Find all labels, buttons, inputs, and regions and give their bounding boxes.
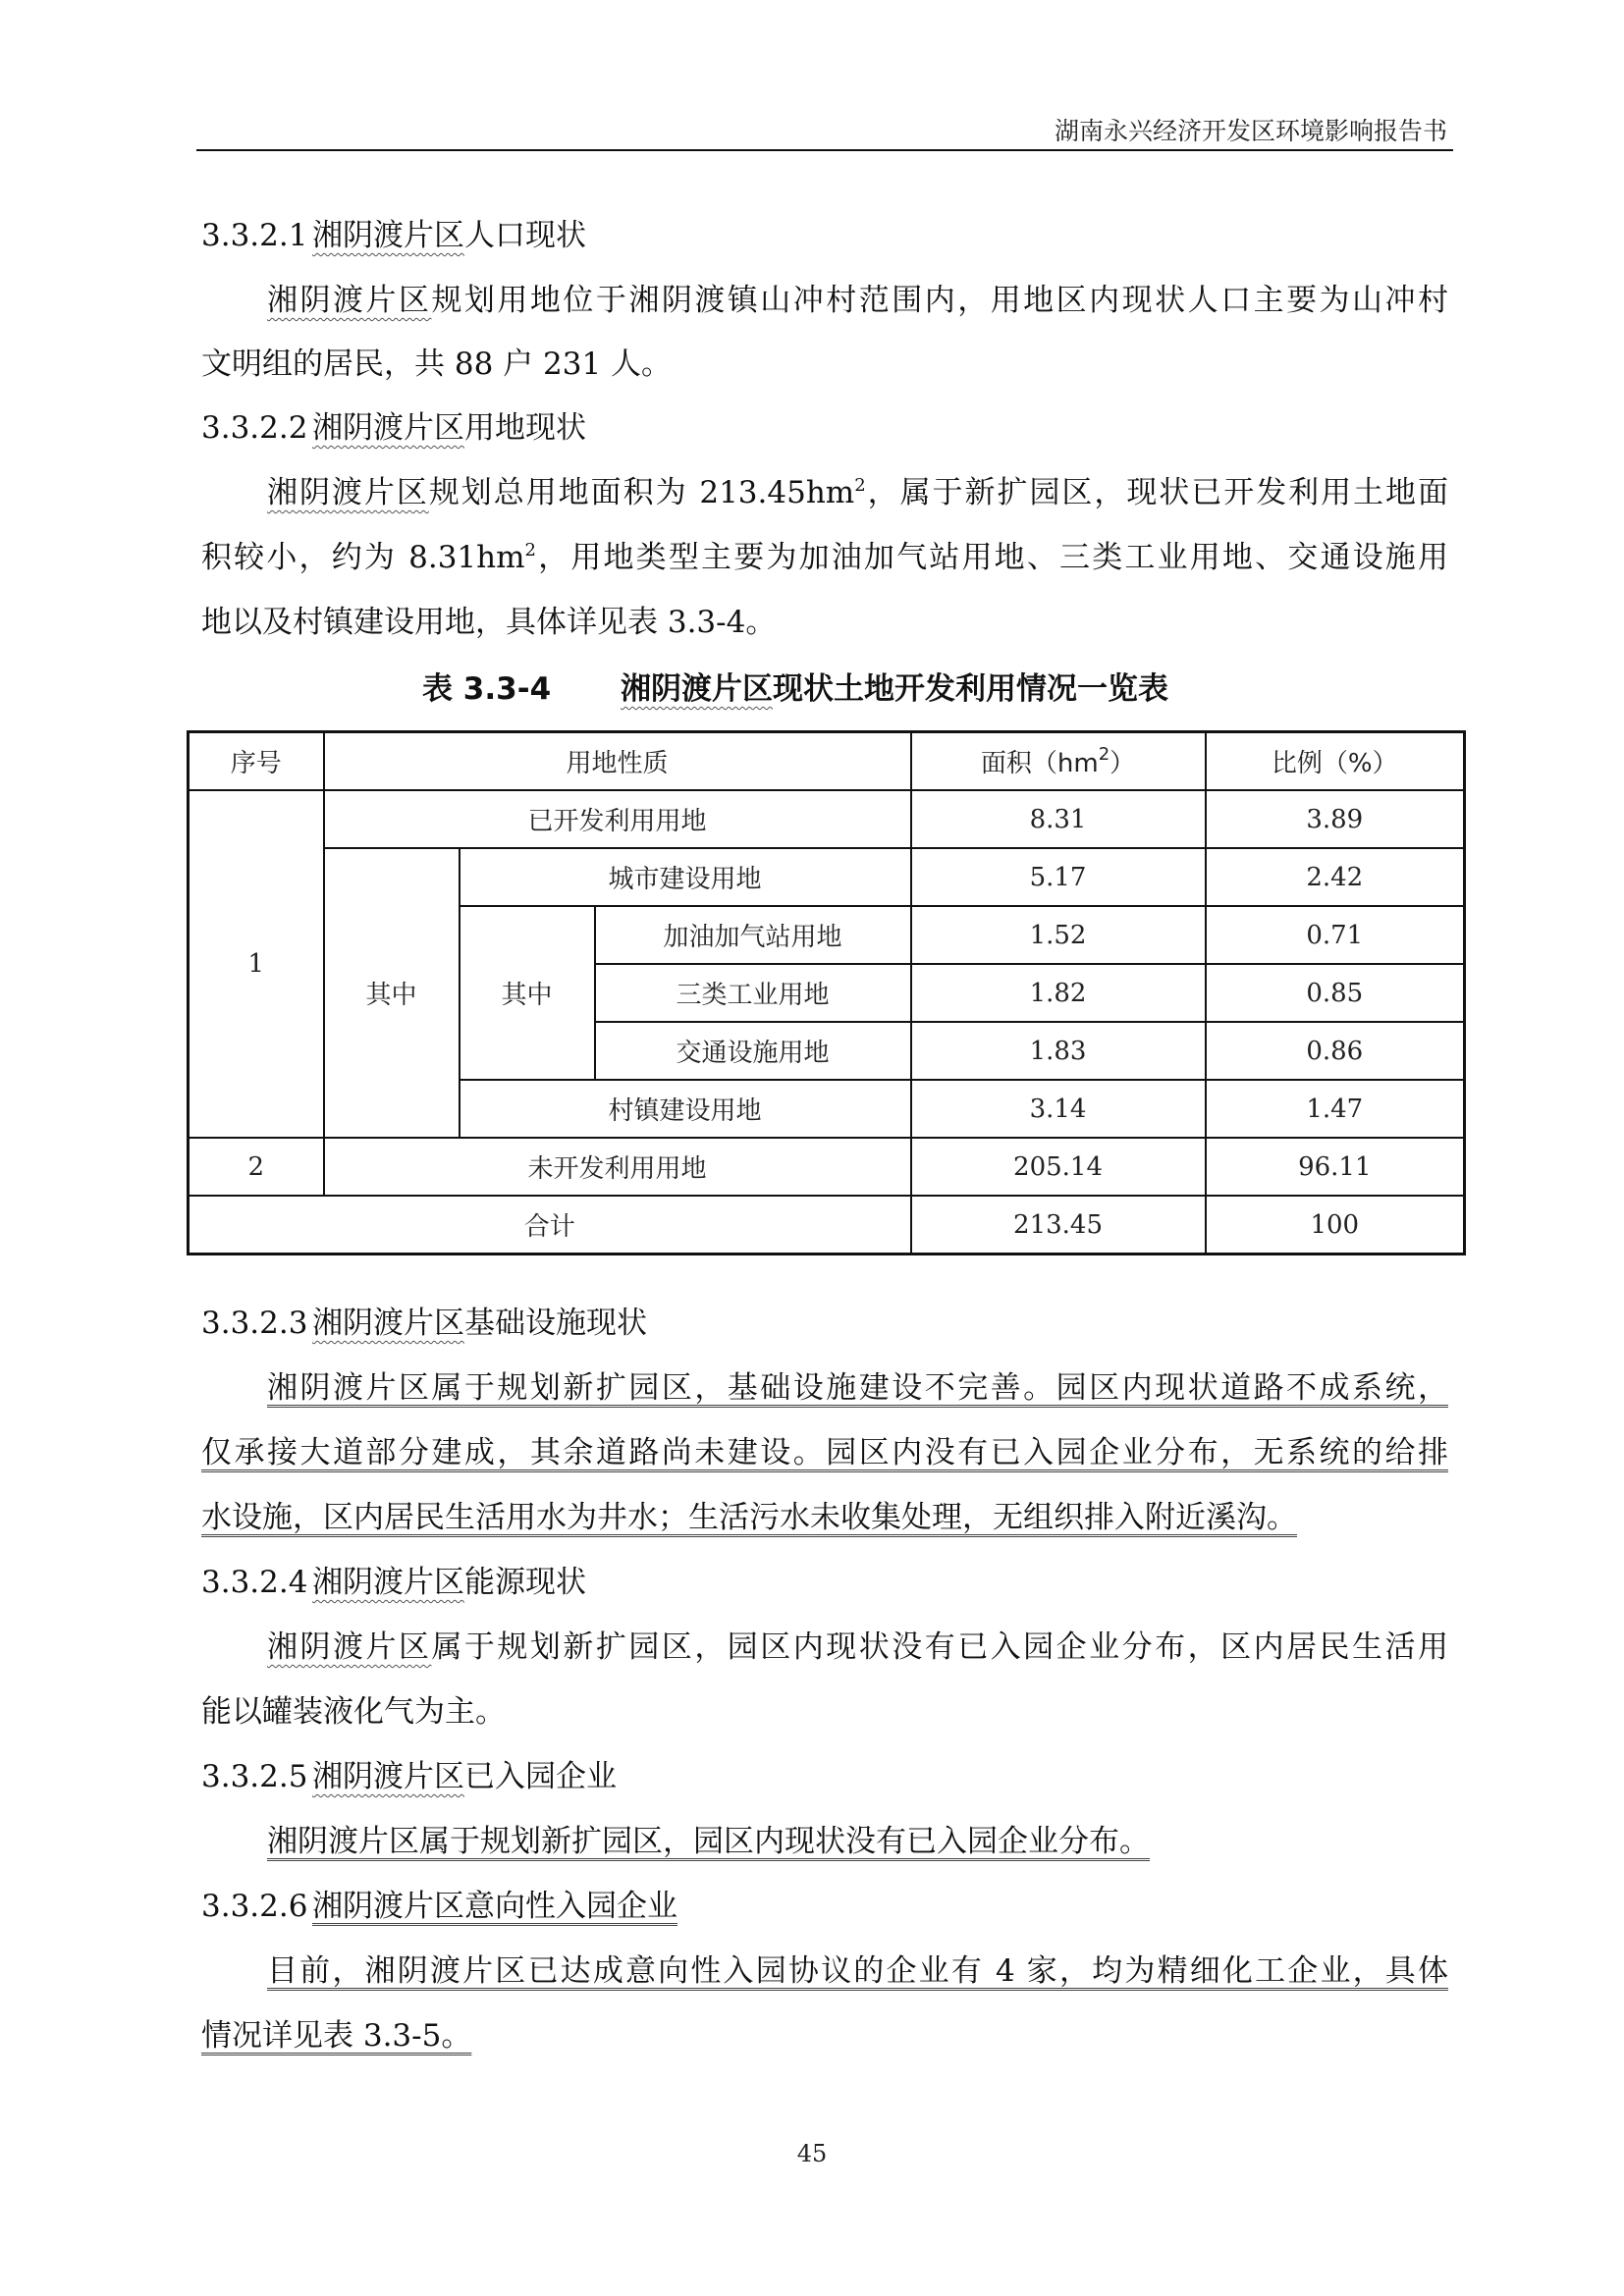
section-name: 湘阴渡片区	[312, 410, 464, 446]
ratio-value: 2.42	[1206, 848, 1465, 906]
header-seq: 序号	[189, 732, 324, 791]
paragraph-text: 水设施，区内居民生活用水为井水；生活污水未收集处理，无组织排入附近溪沟。	[201, 1500, 1297, 1535]
header-land-type: 用地性质	[324, 732, 911, 791]
paragraph-line	[201, 1496, 1448, 1539]
seq-cell: 1	[189, 790, 324, 1138]
area-value: 5.17	[911, 848, 1206, 906]
table-caption-text: 现状土地开发利用情况一览表	[773, 671, 1168, 707]
land-use-table	[187, 730, 1466, 1255]
table-header-row	[189, 732, 1465, 791]
paragraph-text: 规划总用地面积为 213.45hm	[428, 475, 855, 510]
section-title-rest: 能源现状	[464, 1565, 586, 1600]
section-title-rest: 基础设施现状	[464, 1306, 647, 1341]
paragraph-text: 属于规划新扩园区，园区内现状没有已入园企业分布，区内居民生活用	[431, 1629, 1449, 1665]
superscript: 2	[854, 475, 866, 496]
header-ratio: 比例（%）	[1206, 732, 1465, 791]
section-name: 湘阴渡片区	[312, 1565, 464, 1600]
total-label: 合计	[189, 1196, 911, 1255]
paragraph-line: 能以罐装液化气为主。	[201, 1694, 506, 1730]
table-row	[189, 1138, 1465, 1196]
section-heading-3-3-2-3	[201, 1302, 1448, 1345]
section-heading-3-3-2-1	[201, 214, 1448, 257]
land-label: 村镇建设用地	[460, 1080, 911, 1138]
section-number: 3.3.2.4	[201, 1565, 308, 1600]
paragraph-line	[267, 471, 1448, 514]
area-value: 1.82	[911, 964, 1206, 1022]
area-value: 1.83	[911, 1022, 1206, 1080]
ratio-value: 100	[1206, 1196, 1465, 1255]
area-value: 3.14	[911, 1080, 1206, 1138]
section-title-rest: 已入园企业	[464, 1759, 617, 1794]
area-value: 205.14	[911, 1138, 1206, 1196]
seq-cell: 2	[189, 1138, 324, 1196]
table-row	[189, 848, 1465, 906]
ratio-value: 96.11	[1206, 1138, 1465, 1196]
ratio-value: 3.89	[1206, 790, 1465, 848]
land-label: 三类工业用地	[595, 964, 911, 1022]
paragraph-line: 仅承接大道部分建成，其余道路尚未建设。园区内没有已入园企业分布，无系统的给排	[201, 1435, 1448, 1470]
paragraph-text: 规划用地位于湘阴渡镇山冲村范围内，用地区内现状人口主要为山冲村	[431, 283, 1449, 318]
paragraph-line: 文明组的居民，共 88 户 231 人。	[201, 347, 673, 382]
section-name: 湘阴渡片区	[312, 218, 464, 253]
district-name: 湘阴渡片区	[267, 1629, 432, 1665]
paragraph-line	[267, 1820, 1448, 1863]
area-value: 213.45	[911, 1196, 1206, 1255]
paragraph-line: 目前，湘阴渡片区已达成意向性入园协议的企业有 4 家，均为精细化工企业，具体	[267, 1953, 1448, 1989]
section-title: 湘阴渡片区意向性入园企业	[312, 1889, 677, 1924]
ratio-value: 0.86	[1206, 1022, 1465, 1080]
paragraph-text: 积较小，约为 8.31hm	[201, 540, 525, 575]
paragraph-line	[201, 2014, 1448, 2057]
table-caption-district: 湘阴渡片区	[621, 671, 773, 707]
table-caption	[422, 667, 1237, 711]
table-total-row	[189, 1196, 1465, 1255]
page-header	[196, 106, 1453, 151]
section-number: 3.3.2.1	[201, 218, 308, 253]
section-heading-3-3-2-4	[201, 1561, 1448, 1604]
section-name: 湘阴渡片区	[312, 1306, 464, 1341]
superscript: 2	[524, 540, 536, 561]
paragraph-line	[201, 536, 1448, 579]
page-number: 45	[796, 2140, 828, 2167]
paragraph-text: ，用地类型主要为加油加气站用地、三类工业用地、交通设施用	[535, 540, 1448, 575]
table-number: 表 3.3-4	[422, 671, 552, 707]
ratio-value: 0.85	[1206, 964, 1465, 1022]
land-label: 城市建设用地	[460, 848, 911, 906]
section-number: 3.3.2.5	[201, 1759, 308, 1794]
district-name: 湘阴渡片区	[267, 283, 432, 318]
area-value: 8.31	[911, 790, 1206, 848]
paragraph-text: ，属于新扩园区，现状已开发利用土地面	[865, 475, 1449, 510]
section-title-rest: 人口现状	[464, 218, 586, 253]
header-title: 湖南永兴经济开发区环境影响报告书	[1054, 117, 1447, 145]
section-heading-3-3-2-2	[201, 406, 1448, 450]
paragraph-text: 情况详见表 3.3-5。	[201, 2018, 472, 2054]
land-label: 未开发利用用地	[324, 1138, 911, 1196]
paragraph-text: 湘阴渡片区属于规划新扩园区，园区内现状没有已入园企业分布。	[267, 1824, 1150, 1859]
section-name: 湘阴渡片区	[312, 1759, 464, 1794]
of-which-cell: 其中	[460, 906, 595, 1080]
section-number: 3.3.2.6	[201, 1889, 308, 1924]
paragraph-line	[267, 1626, 1448, 1669]
paragraph-line: 湘阴渡片区属于规划新扩园区，基础设施建设不完善。园区内现状道路不成系统，	[267, 1370, 1448, 1406]
header-area: 面积$(hm^2)$	[911, 732, 1206, 791]
section-number: 3.3.2.3	[201, 1306, 308, 1341]
paragraph-line: 地以及村镇建设用地，具体详见表 3.3-4。	[201, 605, 777, 640]
land-label: 已开发利用用地	[324, 790, 911, 848]
district-name: 湘阴渡片区	[267, 475, 429, 510]
ratio-value: 1.47	[1206, 1080, 1465, 1138]
ratio-value: 0.71	[1206, 906, 1465, 964]
section-number: 3.3.2.2	[201, 410, 308, 446]
section-heading-3-3-2-6	[201, 1885, 1448, 1928]
of-which-cell: 其中	[324, 848, 460, 1138]
section-heading-3-3-2-5	[201, 1755, 1448, 1798]
land-label: 加油加气站用地	[595, 906, 911, 964]
section-title-rest: 用地现状	[464, 410, 586, 446]
land-label: 交通设施用地	[595, 1022, 911, 1080]
paragraph-line	[267, 279, 1448, 322]
table-row	[189, 790, 1465, 848]
area-value: 1.52	[911, 906, 1206, 964]
